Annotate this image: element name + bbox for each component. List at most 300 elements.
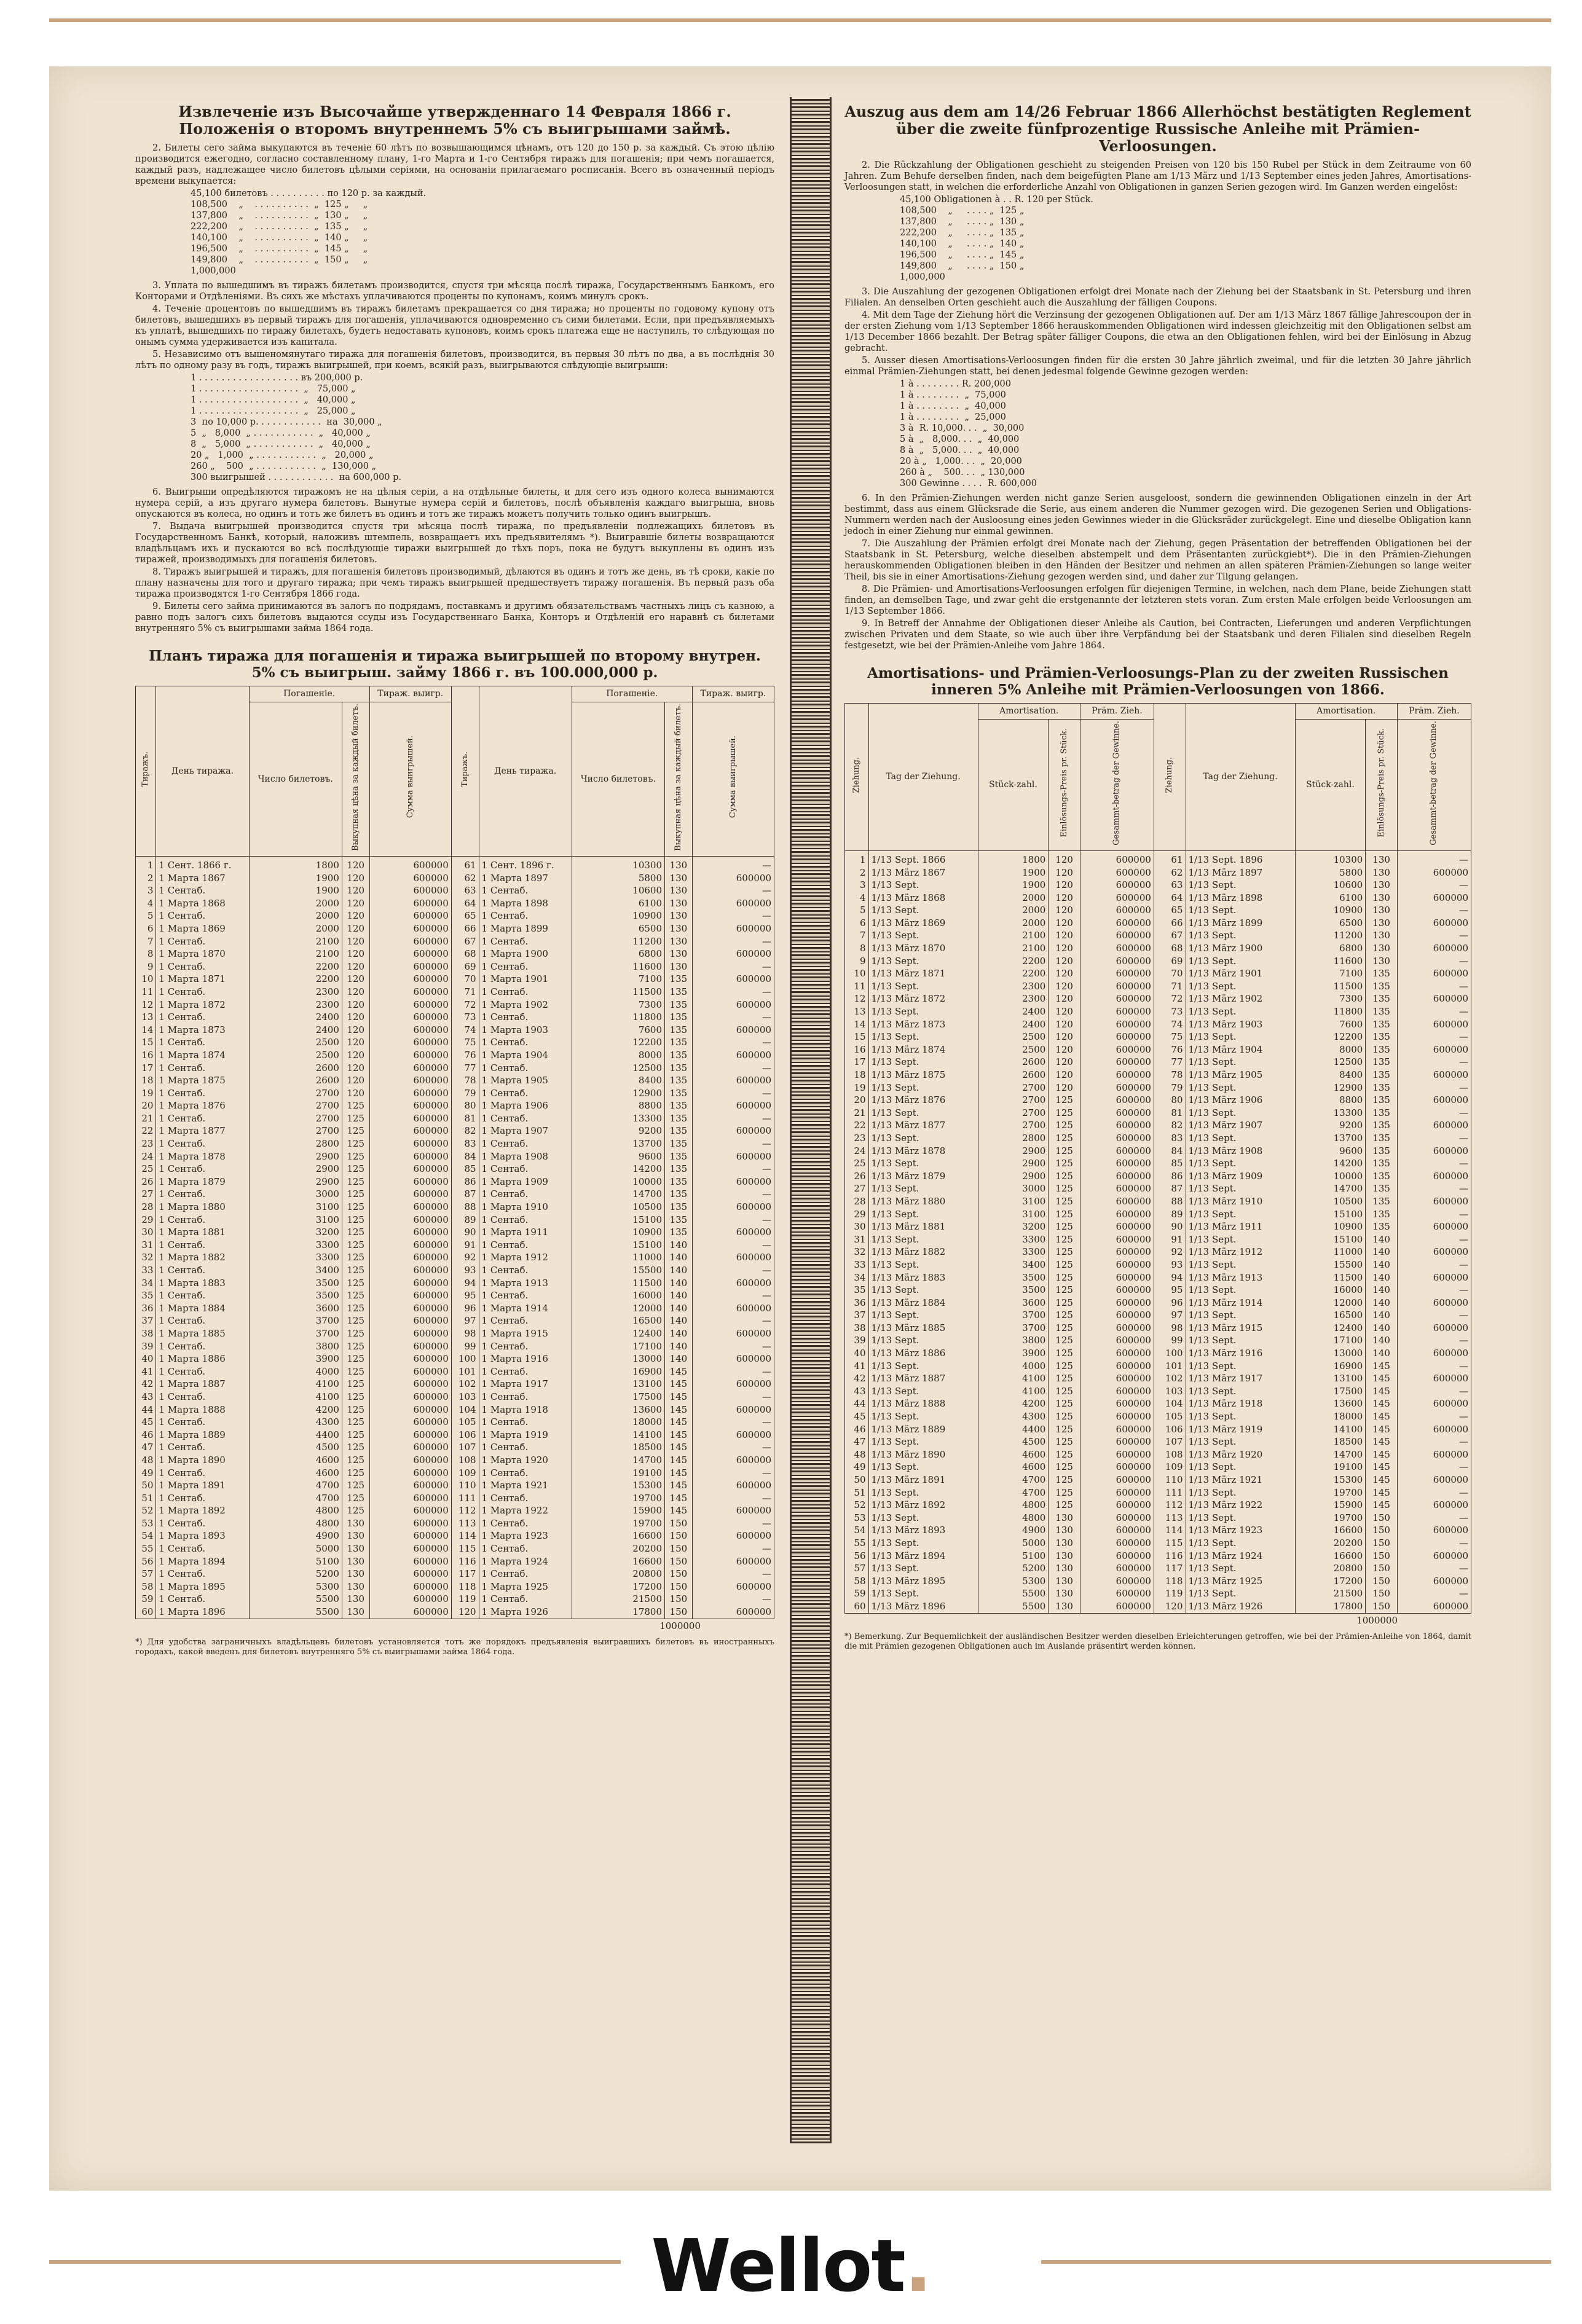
bond-count: 2900	[978, 1145, 1049, 1158]
prize-sum: 600000	[692, 1327, 774, 1340]
draw-date: 1 Сентаб.	[479, 1492, 572, 1505]
prize-sum: 600000	[369, 1214, 451, 1227]
draw-number: 20	[845, 1094, 869, 1107]
draw-date: 1/13 März 1921	[1186, 1474, 1295, 1486]
bond-count: 5300	[978, 1575, 1049, 1588]
bond-price: 120	[342, 960, 369, 973]
prize-sum: 600000	[1080, 1512, 1154, 1525]
bond-price: 150	[665, 1529, 693, 1542]
draw-date: 1/13 Sept.	[868, 1182, 978, 1195]
bond-price: 125	[1049, 1309, 1080, 1322]
prize-sum: —	[692, 935, 774, 948]
bond-price: 135	[665, 986, 693, 999]
draw-number: 67	[1154, 929, 1186, 942]
bond-price: 140	[665, 1302, 693, 1315]
prize-sum: —	[692, 1011, 774, 1024]
draw-number: 78	[451, 1074, 479, 1087]
table-row	[845, 1309, 1471, 1322]
draw-date: 1/13 März 1905	[1186, 1069, 1295, 1082]
table-row	[845, 1474, 1471, 1486]
header-prize-group: Präm. Zieh.	[1080, 704, 1154, 720]
draw-number: 82	[1154, 1119, 1186, 1132]
draw-date: 1/13 März 1874	[868, 1043, 978, 1056]
draw-date: 1 Сентаб.	[156, 1467, 249, 1480]
german-table-title: Amortisations- und Prämien-Verloosungs-Plan zu der zweiten Russischen inneren 5% Anleihe mit Prämien-Verloosungen von 1866.	[867, 665, 1449, 698]
prize-sum: —	[1397, 1410, 1471, 1423]
bond-count: 1900	[978, 879, 1049, 892]
draw-date: 1/13 Sept.	[1186, 1030, 1295, 1043]
draw-date: 1 Сентаб.	[479, 986, 572, 999]
bond-price: 135	[665, 1163, 693, 1176]
german-paragraph-2: 2. Die Rückzahlung der Obligationen geschieht zu steigenden Preisen von 120 bis 150 Rubel per Stück in dem Zeitraume von 60 Jahren. Zum Behufe derselben finden, nach dem beigefügten Plane am 1/13 März und 1/13 September eines jeden Jahres, Amortisations-Verloosungen statt, in welchen die erforderliche Anzahl von Obligationen in ganzen Serien gezogen wird. Im Ganzen werden eingelöst:	[844, 160, 1471, 192]
bond-price: 125	[1049, 1094, 1080, 1107]
draw-number: 20	[136, 1099, 156, 1112]
draw-number: 67	[451, 935, 479, 948]
draw-number: 12	[136, 999, 156, 1011]
list-line: 20 „ 1,000 „ . . . . . . . . . . . „ 20,000 „	[191, 450, 374, 460]
bond-price: 125	[342, 1226, 369, 1239]
draw-number: 41	[845, 1360, 869, 1373]
prize-sum: 600000	[369, 872, 451, 885]
prize-sum: 600000	[1080, 942, 1154, 955]
bond-count: 7600	[572, 1024, 664, 1037]
list-line: 149,800 „ . . . . . . . . . . „ 150 „ „	[191, 255, 368, 265]
prize-sum: 600000	[692, 1479, 774, 1492]
bond-price: 130	[1049, 1512, 1080, 1525]
prize-sum: 600000	[369, 935, 451, 948]
prize-sum: 600000	[1080, 1385, 1154, 1398]
table-row	[136, 922, 774, 935]
draw-date: 1/13 März 1906	[1186, 1094, 1295, 1107]
bond-price: 120	[342, 884, 369, 897]
prize-sum: 600000	[369, 1062, 451, 1075]
bond-price: 145	[665, 1416, 693, 1429]
bond-price: 145	[1366, 1435, 1398, 1448]
prize-sum: —	[692, 1441, 774, 1454]
bond-price: 120	[342, 857, 369, 872]
prize-sum: 600000	[1080, 1587, 1154, 1600]
header-prize-sum	[692, 702, 774, 856]
table-row	[845, 1182, 1471, 1195]
bond-count: 4800	[978, 1512, 1049, 1525]
draw-number: 95	[451, 1289, 479, 1302]
draw-date: 1 Сентаб.	[479, 1365, 572, 1378]
prize-sum: —	[692, 1289, 774, 1302]
draw-date: 1/13 Sept.	[1186, 1537, 1295, 1550]
bond-price: 130	[342, 1580, 369, 1593]
draw-date: 1 Марта 1901	[479, 973, 572, 986]
bond-count: 20200	[1295, 1537, 1366, 1550]
bond-count: 14700	[1295, 1182, 1366, 1195]
bond-price: 120	[1049, 1030, 1080, 1043]
bond-count: 3700	[249, 1327, 342, 1340]
draw-date: 1 Марта 1876	[156, 1099, 249, 1112]
bond-price: 145	[1366, 1423, 1398, 1436]
bond-price: 120	[1049, 917, 1080, 930]
bond-price: 140	[1366, 1284, 1398, 1297]
draw-date: 1/13 März 1899	[1186, 917, 1295, 930]
draw-date: 1/13 März 1873	[868, 1018, 978, 1031]
russian-paragraph-2: 2. Билеты сего займа выкупаются въ теченіе 60 лѣтъ по возвышающимся цѣнамъ, отъ 120 до 150 р. за каждый. Съ этою цѣлію производится ежегодно, согласно составленному плану, 1-го Марта и 1-го Сентября тиражъ для погашенія; при чемъ погашается, каждый разъ, надлежащее число билетовъ цѣлыми серіями, на основаніи прилагаемаго росписанія. Всего въ означенный періодъ времени выкупается:	[135, 143, 774, 186]
prize-sum: 600000	[692, 1555, 774, 1568]
bond-price: 120	[1049, 942, 1080, 955]
draw-date: 1/13 Sept.	[1186, 879, 1295, 892]
bond-price: 125	[1049, 1499, 1080, 1512]
bond-count: 3100	[249, 1201, 342, 1214]
prize-sum: 600000	[1080, 1284, 1154, 1297]
bond-count: 17100	[1295, 1334, 1366, 1347]
logo-dot: .	[904, 2223, 931, 2308]
draw-number: 62	[1154, 866, 1186, 879]
draw-number: 33	[845, 1258, 869, 1271]
draw-date: 1 Сентаб.	[156, 1289, 249, 1302]
draw-date: 1/13 Sept.	[868, 1233, 978, 1246]
draw-date: 1/13 Sept.	[1186, 980, 1295, 993]
draw-date: 1/13 März 1879	[868, 1170, 978, 1183]
draw-date: 1/13 März 1884	[868, 1297, 978, 1309]
table-row	[136, 1352, 774, 1365]
bond-count: 4600	[978, 1448, 1049, 1461]
prize-sum: 600000	[369, 1226, 451, 1239]
bond-count: 3300	[978, 1233, 1049, 1246]
table-row	[845, 1056, 1471, 1069]
bond-price: 120	[1049, 1082, 1080, 1094]
prize-sum: 600000	[692, 1580, 774, 1593]
bond-price: 135	[1366, 992, 1398, 1005]
bond-price: 125	[342, 1125, 369, 1137]
prize-sum: 600000	[1397, 1094, 1471, 1107]
draw-number: 101	[451, 1365, 479, 1378]
draw-date: 1/13 März 1875	[868, 1069, 978, 1082]
draw-number: 92	[1154, 1246, 1186, 1258]
bond-price: 120	[342, 1024, 369, 1037]
bond-count: 3500	[249, 1277, 342, 1290]
draw-number: 84	[451, 1150, 479, 1163]
draw-number: 16	[136, 1049, 156, 1062]
bond-price: 130	[665, 948, 693, 960]
prize-sum: 600000	[1080, 917, 1154, 930]
bond-count: 20800	[1295, 1562, 1366, 1575]
bond-count: 5500	[249, 1606, 342, 1619]
prize-sum: —	[692, 1517, 774, 1530]
prize-sum: 600000	[369, 948, 451, 960]
draw-date: 1/13 Sept.	[1186, 1486, 1295, 1499]
header-day: Tag der Ziehung.	[868, 704, 978, 851]
prize-sum: 600000	[1397, 1170, 1471, 1183]
bond-count: 8400	[572, 1074, 664, 1087]
bond-count: 3200	[249, 1226, 342, 1239]
bond-count: 2200	[249, 960, 342, 973]
draw-number: 51	[845, 1486, 869, 1499]
bond-count: 16900	[572, 1365, 664, 1378]
draw-number: 8	[845, 942, 869, 955]
draw-date: 1 Сентаб.	[156, 1062, 249, 1075]
bond-count: 2900	[249, 1150, 342, 1163]
bond-count: 2500	[249, 1036, 342, 1049]
draw-date: 1 Марта 1902	[479, 999, 572, 1011]
list-line: 1 à . . . . . . . . „ 25,000	[900, 412, 1006, 422]
draw-number: 42	[136, 1378, 156, 1391]
table-row	[845, 904, 1471, 917]
prize-sum: 600000	[1397, 1220, 1471, 1233]
list-line: 3 à R. 10,000. . . „ 30,000	[900, 423, 1025, 433]
draw-date: 1 Марта 1925	[479, 1580, 572, 1593]
prize-sum: 600000	[369, 897, 451, 910]
bond-count: 11500	[572, 986, 664, 999]
draw-date: 1/13 Sept.	[868, 1082, 978, 1094]
prize-sum: 600000	[1080, 1372, 1154, 1385]
draw-number: 99	[1154, 1334, 1186, 1347]
draw-date: 1/13 Sept. 1896	[1186, 850, 1295, 866]
header-prize-sum	[369, 702, 451, 856]
russian-paragraph-3: 3. Уплата по вышедшимъ въ тиражъ билетамъ производится, спустя три мѣсяца послѣ тиража, Государственнымъ Банкомъ, его Конторами и Отдѣленіями. Въ сихъ же мѣстахъ уплачиваются проценты по купонамъ, коимъ минулъ срокъ.	[135, 281, 774, 302]
draw-date: 1/13 März 1887	[868, 1372, 978, 1385]
prize-sum: 600000	[1080, 1208, 1154, 1221]
draw-number: 5	[136, 909, 156, 922]
table-row	[136, 1024, 774, 1037]
draw-date: 1 Сентаб.	[156, 909, 249, 922]
german-paragraph-7: 7. Die Auszahlung der Prämien erfolgt drei Monate nach der Ziehung, gegen Präsentation der betreffenden Obligationen bei der Staatsbank in St. Petersburg, welche dieselben abstempelt und dem Präsentanten zurückgiebt*). Die in den Prämien-Ziehungen herauskommenden Obligationen bleiben in den Händen der Besitzer und nehmen an allen späteren Prämien-Ziehungen so lange weiter Theil, bis sie in einer Amortisations-Ziehung gezogen werden sind, und daher zur Tilgung gelangen.	[844, 539, 1471, 582]
prize-sum: 600000	[1080, 1423, 1154, 1436]
bond-price: 130	[342, 1542, 369, 1555]
draw-date: 1/13 Sept.	[1186, 1208, 1295, 1221]
bond-count: 6500	[1295, 917, 1366, 930]
bond-price: 145	[665, 1391, 693, 1403]
bond-count: 1800	[978, 850, 1049, 866]
prize-sum: 600000	[369, 1391, 451, 1403]
bond-count: 12900	[1295, 1082, 1366, 1094]
draw-number: 118	[451, 1580, 479, 1593]
draw-date: 1/13 März 1903	[1186, 1018, 1295, 1031]
prize-sum: 600000	[692, 1403, 774, 1416]
bond-price: 125	[342, 1289, 369, 1302]
draw-date: 1 Сентаб.	[156, 960, 249, 973]
bond-price: 125	[342, 1429, 369, 1442]
table-row	[845, 980, 1471, 993]
prize-sum: 600000	[1397, 1474, 1471, 1486]
bond-price: 130	[1366, 942, 1398, 955]
prize-sum: —	[1397, 1056, 1471, 1069]
draw-number: 90	[451, 1226, 479, 1239]
draw-number: 111	[451, 1492, 479, 1505]
draw-date: 1 Сентаб.	[479, 1441, 572, 1454]
draw-date: 1 Марта 1884	[156, 1302, 249, 1315]
bond-price: 135	[665, 999, 693, 1011]
bond-count: 2600	[249, 1074, 342, 1087]
draw-date: 1 Марта 1923	[479, 1529, 572, 1542]
header-day: День тиража.	[479, 686, 572, 857]
bond-count: 5800	[572, 872, 664, 885]
header-prize-group: Тираж. выигр.	[369, 686, 451, 702]
bond-price: 120	[1049, 904, 1080, 917]
bond-count: 5000	[249, 1542, 342, 1555]
header-count: Stück-zahl.	[978, 719, 1049, 850]
draw-date: 1 Марта 1894	[156, 1555, 249, 1568]
german-paragraph-3: 3. Die Auszahlung der gezogenen Obligationen erfolgt drei Monate nach der Ziehung bei der Staatsbank in St. Petersburg und ihren Filialen. An denselben Orten geschieht auch die Auszahlung der fälligen Coupons.	[844, 287, 1471, 308]
draw-number: 47	[136, 1441, 156, 1454]
draw-number: 32	[136, 1251, 156, 1264]
draw-number: 31	[136, 1239, 156, 1252]
bond-count: 21500	[1295, 1587, 1366, 1600]
draw-number: 92	[451, 1251, 479, 1264]
bond-price: 135	[665, 1074, 693, 1087]
draw-number: 13	[845, 1005, 869, 1018]
bond-price: 125	[1049, 1107, 1080, 1120]
prize-sum: 600000	[1080, 1246, 1154, 1258]
prize-sum: 600000	[1080, 866, 1154, 879]
prize-sum: —	[1397, 904, 1471, 917]
bond-price: 120	[1049, 992, 1080, 1005]
draw-date: 1/13 Sept.	[1186, 1082, 1295, 1094]
bond-count: 3700	[978, 1322, 1049, 1335]
table-row	[845, 1334, 1471, 1347]
bond-count: 3900	[249, 1352, 342, 1365]
bond-count: 3500	[249, 1289, 342, 1302]
draw-date: 1/13 Sept.	[868, 1334, 978, 1347]
draw-number: 70	[451, 973, 479, 986]
bond-count: 16500	[1295, 1309, 1366, 1322]
table-row	[136, 1429, 774, 1442]
draw-number: 51	[136, 1492, 156, 1505]
prize-sum: 600000	[1080, 892, 1154, 905]
prize-sum: 600000	[1397, 1069, 1471, 1082]
bond-price: 120	[342, 872, 369, 885]
bond-price: 145	[665, 1378, 693, 1391]
draw-number: 66	[1154, 917, 1186, 930]
prize-sum: 600000	[692, 1024, 774, 1037]
table-row	[845, 1499, 1471, 1512]
draw-date: 1/13 Sept.	[1186, 1284, 1295, 1297]
bond-price: 125	[1049, 1233, 1080, 1246]
table-row	[845, 1423, 1471, 1436]
german-footnote: *) Bemerkung. Zur Bequemlichkeit der ausländischen Besitzer werden dieselben Erleichterungen getroffen, wie bei der Prämien-Anleihe von 1864, damit die mit Prämien gezogenen Obligationen auch im Auslande präsentirt werden können.	[844, 1631, 1471, 1651]
bond-price: 125	[342, 1099, 369, 1112]
list-line: 1,000,000	[191, 266, 236, 276]
prize-sum: 600000	[369, 1454, 451, 1467]
table-row	[136, 1176, 774, 1188]
list-line: 196,500 „ . . . . „ 145 „	[900, 250, 1025, 260]
bond-count: 3900	[978, 1347, 1049, 1360]
bond-count: 10300	[572, 857, 664, 872]
list-line: 1 . . . . . . . . . . . . . . . . . . „ 25,000 „	[191, 406, 356, 416]
prize-sum: 600000	[369, 1036, 451, 1049]
bond-count: 7100	[572, 973, 664, 986]
bond-count: 3100	[978, 1208, 1049, 1221]
bond-price: 140	[1366, 1322, 1398, 1335]
bond-price: 125	[342, 1163, 369, 1176]
bond-count: 7100	[1295, 967, 1366, 980]
bond-count: 15300	[1295, 1474, 1366, 1486]
table-row	[136, 1580, 774, 1593]
bond-price: 120	[1049, 892, 1080, 905]
bond-price: 125	[1049, 1246, 1080, 1258]
draw-number: 4	[845, 892, 869, 905]
bond-count: 17800	[1295, 1600, 1366, 1613]
draw-date: 1 Сентаб.	[156, 1391, 249, 1403]
draw-date: 1/13 Sept.	[1186, 1512, 1295, 1525]
prize-sum: —	[692, 1036, 774, 1049]
draw-date: 1/13 März 1878	[868, 1145, 978, 1158]
list-line: 137,800 „ . . . . „ 130 „	[900, 217, 1025, 227]
prize-sum: 600000	[1397, 892, 1471, 905]
header-redemption: Погашеніе.	[572, 686, 692, 702]
draw-number: 80	[451, 1099, 479, 1112]
bond-count: 11000	[1295, 1246, 1366, 1258]
draw-date: 1 Марта 1893	[156, 1529, 249, 1542]
prize-sum: 600000	[1080, 1069, 1154, 1082]
table-row	[136, 1125, 774, 1137]
bond-price: 135	[665, 1049, 693, 1062]
bond-count: 9600	[1295, 1145, 1366, 1158]
draw-date: 1/13 März 1902	[1186, 992, 1295, 1005]
table-row	[845, 1018, 1471, 1031]
list-line: 5 „ 8,000 „ . . . . . . . . . . . „ 40,000 „	[191, 428, 371, 438]
bond-count: 20800	[572, 1568, 664, 1580]
prize-sum: 600000	[1397, 917, 1471, 930]
header-prize-group: Präm. Zieh.	[1397, 704, 1471, 720]
draw-number: 78	[1154, 1069, 1186, 1082]
bond-price: 120	[1049, 1005, 1080, 1018]
header-prize-sum-label: Сумма выигрышей.	[728, 736, 738, 819]
draw-date: 1/13 Sept.	[1186, 1005, 1295, 1018]
bond-count: 15100	[572, 1214, 664, 1227]
logo-text: Wellot	[651, 2223, 905, 2308]
bond-count: 3700	[978, 1309, 1049, 1322]
draw-number: 112	[451, 1504, 479, 1517]
prize-sum: 600000	[692, 1150, 774, 1163]
draw-number: 54	[845, 1524, 869, 1537]
draw-date: 1/13 Sept.	[1186, 1410, 1295, 1423]
table-row	[136, 1150, 774, 1163]
table-row	[845, 1119, 1471, 1132]
prize-sum: 600000	[1397, 1550, 1471, 1563]
draw-date: 1 Сентаб.	[479, 1112, 572, 1125]
prize-sum: 600000	[1397, 1423, 1471, 1436]
draw-number: 72	[451, 999, 479, 1011]
bond-count: 11500	[1295, 1271, 1366, 1284]
prize-sum: 600000	[692, 1251, 774, 1264]
bond-count: 2400	[978, 1018, 1049, 1031]
bond-price: 140	[665, 1314, 693, 1327]
table-row	[136, 986, 774, 999]
header-redemption: Amortisation.	[1295, 704, 1397, 720]
draw-date: 1 Сентаб.	[156, 1214, 249, 1227]
draw-date: 1/13 März 1871	[868, 967, 978, 980]
bond-price: 130	[665, 960, 693, 973]
bond-count: 5200	[978, 1562, 1049, 1575]
prize-sum: 600000	[692, 1125, 774, 1137]
draw-date: 1 Сентаб.	[479, 1188, 572, 1201]
bond-price: 135	[665, 1062, 693, 1075]
table-row	[845, 1322, 1471, 1335]
header-day: Tag der Ziehung.	[1186, 704, 1295, 851]
draw-date: 1/13 März 1900	[1186, 942, 1295, 955]
draw-date: 1 Марта 1904	[479, 1049, 572, 1062]
bond-price: 135	[665, 1137, 693, 1150]
bond-price: 125	[1049, 1397, 1080, 1410]
draw-date: 1/13 Sept.	[1186, 955, 1295, 968]
draw-number: 26	[136, 1176, 156, 1188]
bond-price: 125	[342, 1188, 369, 1201]
draw-date: 1/13 März 1877	[868, 1119, 978, 1132]
bond-count: 4100	[978, 1372, 1049, 1385]
bond-count: 21500	[572, 1593, 664, 1606]
prize-sum: 600000	[1397, 1448, 1471, 1461]
table-row	[136, 1074, 774, 1087]
prize-sum: 600000	[1080, 1107, 1154, 1120]
bond-count: 13700	[572, 1137, 664, 1150]
prize-sum: 600000	[369, 1302, 451, 1315]
